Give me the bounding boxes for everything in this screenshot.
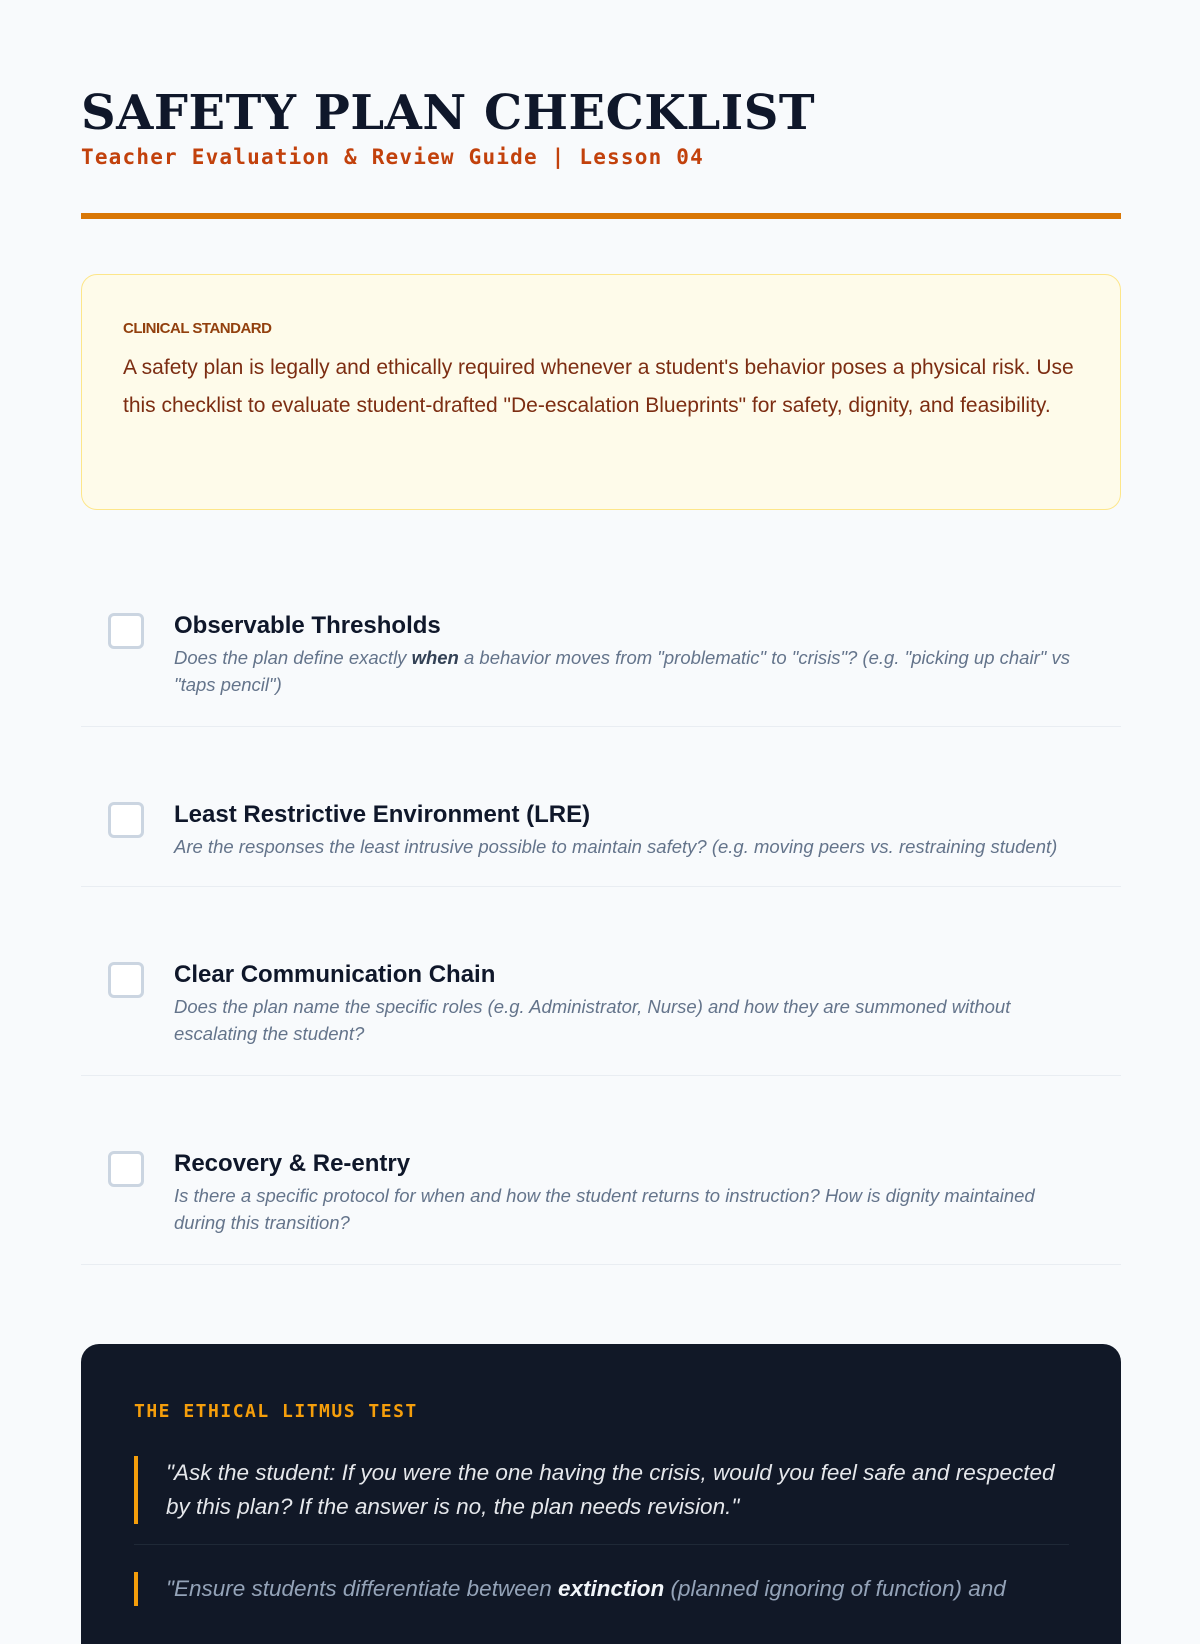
checklist-item-description: Does the plan define exactly when a behavior moves from "problematic" to "crisis"? (e.g. "picking up chair" vs "taps pencil")	[174, 647, 1070, 695]
checkbox[interactable]	[108, 1151, 144, 1187]
checkbox[interactable]	[108, 802, 144, 838]
ethical-litmus-panel	[81, 1344, 1121, 1644]
checklist-item-title: Clear Communication Chain	[174, 961, 496, 988]
callout-label: CLINICAL STANDARD	[123, 320, 272, 337]
litmus-label: THE ETHICAL LITMUS TEST	[134, 1401, 418, 1422]
header-divider	[81, 213, 1121, 219]
page-subtitle: Teacher Evaluation & Review Guide | Lesson 04	[81, 145, 704, 169]
checklist-item-description: Does the plan name the specific roles (e.g. Administrator, Nurse) and how they are summoned without escalating the student?	[174, 996, 1011, 1044]
checklist-item-title: Observable Thresholds	[174, 612, 441, 639]
checkbox[interactable]	[108, 613, 144, 649]
callout-text: A safety plan is legally and ethically required whenever a student's behavior poses a physical risk. Use this checklist to evaluate student-drafted "De-escalation Blueprints" for safety, dignity, and feasibility.	[123, 356, 1074, 417]
page-title: SAFETY PLAN CHECKLIST	[81, 85, 816, 141]
checklist-item-observable-thresholds	[81, 583, 1121, 727]
checklist-item-recovery-reentry	[81, 1123, 1121, 1265]
clinical-standard-callout	[81, 274, 1121, 510]
litmus-quote: "Ask the student: If you were the one having the crisis, would you feel safe and respected by this plan? If the answer is no, the plan needs revision."	[134, 1456, 1069, 1524]
checklist-item-title: Least Restrictive Environment (LRE)	[174, 801, 591, 828]
checkbox[interactable]	[108, 962, 144, 998]
checklist-item-communication-chain	[81, 934, 1121, 1076]
checklist-item-description: Is there a specific protocol for when and how the student returns to instruction? How is dignity maintained during this transition?	[174, 1185, 1035, 1233]
checklist-item-title: Recovery & Re-entry	[174, 1150, 411, 1177]
quote-divider	[134, 1544, 1069, 1545]
checklist-item-description: Are the responses the least intrusive possible to maintain safety? (e.g. moving peers vs. restraining student)	[174, 836, 1058, 857]
checklist-item-lre	[81, 773, 1121, 887]
litmus-quote-secondary: "Ensure students differentiate between extinction (planned ignoring of function) and	[134, 1572, 1069, 1606]
